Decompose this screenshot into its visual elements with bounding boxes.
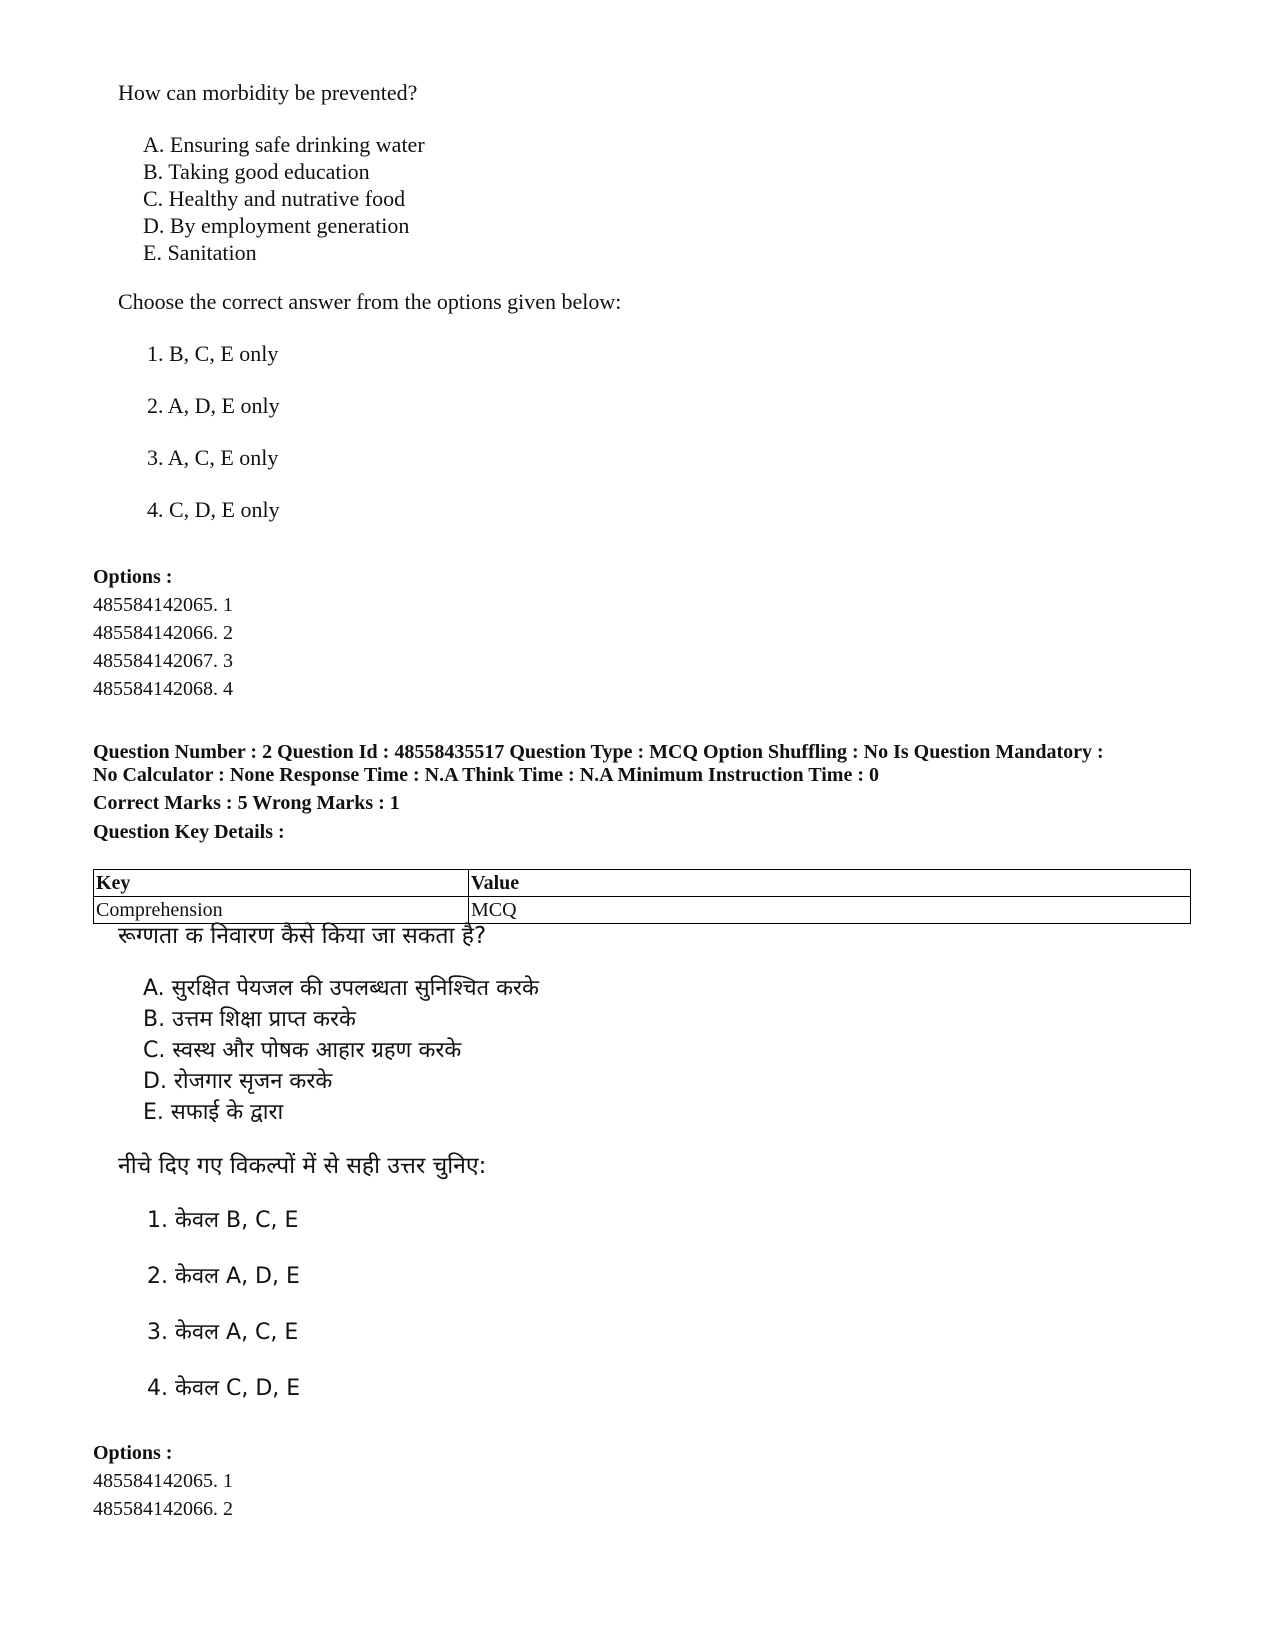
marks-line: Correct Marks : 5 Wrong Marks : 1: [93, 792, 400, 814]
option-row: 485584142065. 1: [93, 1470, 233, 1492]
options-heading: Options :: [93, 566, 173, 588]
hindi-statement-a: A. सुरक्षित पेयजल की उपलब्धता सुनिश्चित करके: [143, 976, 539, 1001]
choice-2: 2. A, D, E only: [147, 393, 280, 418]
hindi-statement-b: B. उत्तम शिक्षा प्राप्त करके: [143, 1007, 356, 1032]
hindi-statement-d: D. रोजगार सृजन करके: [143, 1069, 333, 1094]
statement-b: B. Taking good education: [143, 159, 370, 184]
statement-d: D. By employment generation: [143, 213, 410, 238]
statement-a: A. Ensuring safe drinking water: [143, 132, 425, 157]
hindi-question-stem: रूग्णता क निवारण कैसे किया जा सकता है?: [118, 923, 487, 949]
hindi-instruction-text: नीचे दिए गए विकल्पों में से सही उत्तर चुनिए:: [118, 1153, 487, 1179]
header-key: Key: [94, 870, 469, 897]
instruction-text: Choose the correct answer from the options given below:: [118, 289, 622, 314]
question-stem: How can morbidity be prevented?: [118, 80, 418, 105]
key-details-heading: Question Key Details :: [93, 821, 285, 843]
option-row: 485584142065. 1: [93, 594, 233, 616]
choice-4: 4. C, D, E only: [147, 497, 280, 522]
question-meta-line-2: No Calculator : None Response Time : N.A Think Time : N.A Minimum Instruction Time : 0: [93, 764, 879, 786]
option-row: 485584142066. 2: [93, 1498, 233, 1520]
statement-e: E. Sanitation: [143, 240, 257, 265]
hindi-statement-e: E. सफाई के द्वारा: [143, 1100, 284, 1125]
option-row: 485584142066. 2: [93, 622, 233, 644]
english-question-image: [0, 0, 1275, 540]
hindi-choice-4: 4. केवल C, D, E: [147, 1376, 301, 1401]
cell-value: MCQ: [469, 897, 1191, 924]
hindi-choice-2: 2. केवल A, D, E: [147, 1264, 300, 1289]
options-heading-2: Options :: [93, 1442, 173, 1464]
question-meta-line-1: Question Number : 2 Question Id : 48558435517 Question Type : MCQ Option Shuffling : No Is Question Mandatory :: [93, 741, 1104, 763]
option-row: 485584142068. 4: [93, 678, 233, 700]
table-header-row: [94, 870, 1191, 897]
statement-c: C. Healthy and nutrative food: [143, 186, 406, 211]
hindi-choice-3: 3. केवल A, C, E: [147, 1320, 299, 1345]
choice-3: 3. A, C, E only: [147, 445, 279, 470]
choice-1: 1. B, C, E only: [147, 341, 279, 366]
hindi-question-image: [0, 900, 1275, 1420]
header-value: Value: [469, 870, 1191, 897]
option-row: 485584142067. 3: [93, 650, 233, 672]
hindi-choice-1: 1. केवल B, C, E: [147, 1208, 299, 1233]
cell-key: Comprehension: [94, 897, 469, 924]
hindi-statement-c: C. स्वस्थ और पोषक आहार ग्रहण करके: [143, 1038, 462, 1063]
